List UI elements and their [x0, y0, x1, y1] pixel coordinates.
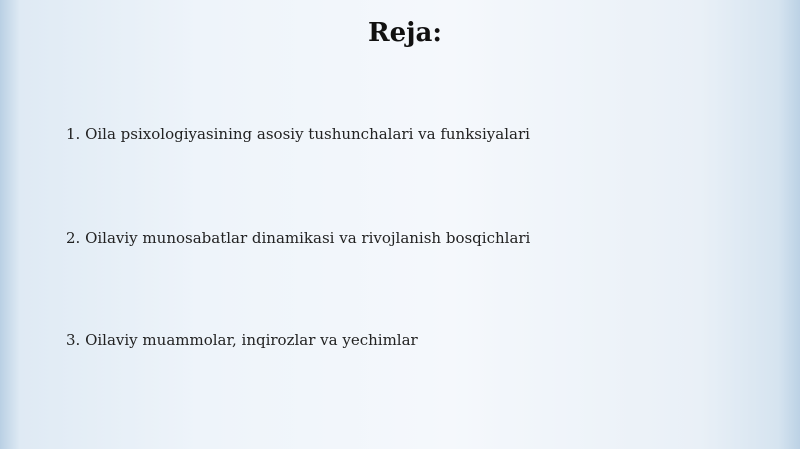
- plan-item-3: 3. Oilaviy muammolar, inqirozlar va yechimlar: [66, 331, 418, 349]
- plan-item-2: 2. Oilaviy munosabatlar dinamikasi va rivojlanish bosqichlari: [66, 229, 531, 247]
- slide-title: Reja:: [367, 18, 442, 48]
- plan-item-1: 1. Oila psixologiyasining asosiy tushunchalari va funksiyalari: [66, 125, 530, 143]
